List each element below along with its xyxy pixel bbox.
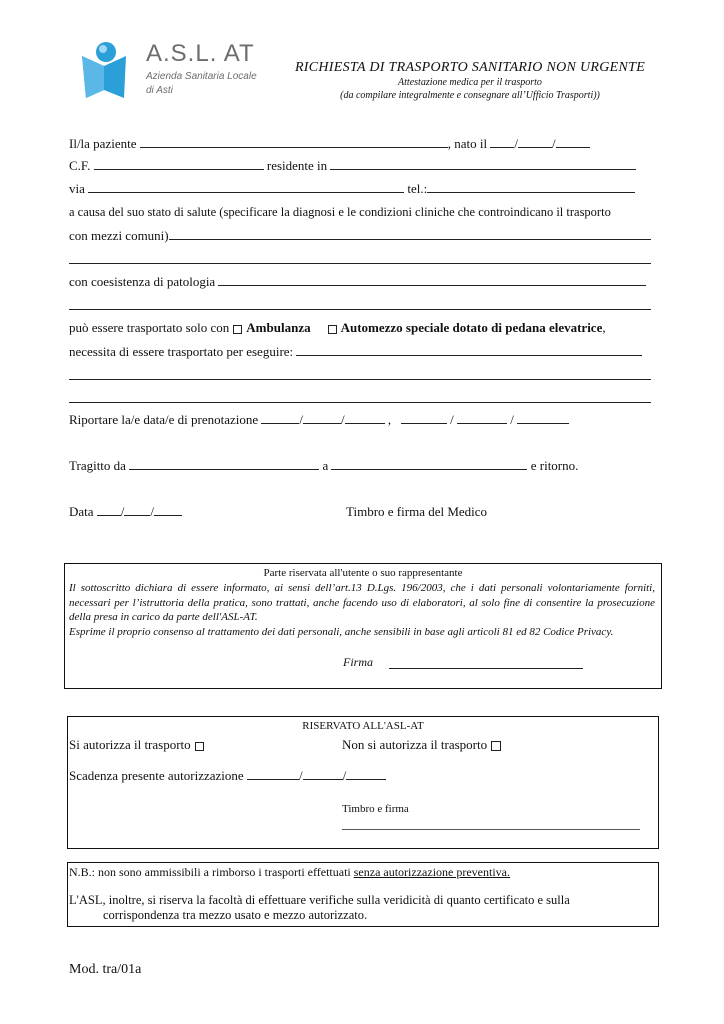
nb-text-3: corrispondenza tra mezzo usato e mezzo autorizzato. (103, 908, 368, 922)
label-timbro-medico: Timbro e firma del Medico (346, 504, 488, 519)
nb-box (67, 862, 659, 927)
label-necessita: necessita di essere trasportato per eseguire: (69, 344, 294, 359)
privacy-text: Il sottoscritto dichiara di essere informato, ai sensi dell’art.13 D.Lgs. 196/2003, che i dati personali volontariamente forniti, necessari per l’istruttoria della pratica, sono trattati, anche facendo uso di elaboratori, al solo fine di consentire la prosecuzione della presa in carico da parte dell'ASL-AT. (69, 582, 655, 623)
label-trasportato: può essere trasportato solo con (69, 320, 230, 335)
field-scadenza-year[interactable] (346, 768, 386, 780)
field-tragitto-da[interactable] (129, 458, 319, 470)
label-prenotazione: Riportare la/e data/e di prenotazione (69, 412, 259, 427)
logo-name: A.S.L. AT (146, 40, 255, 67)
field-scadenza-day[interactable] (247, 768, 299, 780)
label-timbro-asl: Timbro e firma (342, 803, 409, 815)
field-residente[interactable] (330, 158, 636, 170)
field-tel[interactable] (427, 181, 635, 193)
label-coesistenza: con coesistenza di patologia (69, 274, 216, 289)
label-ambulanza: Ambulanza (246, 320, 311, 335)
privacy-box (64, 563, 662, 689)
label-nato: , nato il (447, 136, 488, 151)
label-causa: a causa del suo stato di salute (specificare la diagnosi e le condizioni cliniche che controindicano il trasporto (69, 205, 611, 219)
label-paziente: Il/la paziente (69, 136, 137, 151)
logo-subtitle: Azienda Sanitaria Locale (146, 71, 257, 82)
label-scadenza: Scadenza presente autorizzazione (69, 768, 244, 783)
logo-subtitle-2: di Asti (146, 85, 173, 96)
asl-logo-icon (78, 40, 130, 102)
form-subtitle: Attestazione medica per il trasporto (398, 77, 542, 88)
field-tragitto-a[interactable] (331, 458, 527, 470)
label-automezzo: Automezzo speciale dotato di pedana elevatrice (340, 320, 603, 335)
field-data-month[interactable] (124, 504, 150, 516)
field-pren2-year[interactable] (517, 412, 569, 424)
field-scadenza-month[interactable] (303, 768, 343, 780)
field-pren-month[interactable] (303, 412, 341, 424)
label-non-autorizza: Non si autorizza il trasporto (342, 737, 488, 752)
field-firma[interactable] (389, 668, 583, 669)
form-subtitle-2: (da compilare integralmente e consegnare all’Ufficio Trasporti)) (340, 90, 600, 101)
label-si-autorizza: Si autorizza il trasporto (69, 737, 191, 752)
field-pren-day[interactable] (261, 412, 299, 424)
field-necessita[interactable] (296, 344, 642, 356)
field-via[interactable] (88, 181, 404, 193)
field-paziente[interactable] (140, 136, 448, 148)
privacy-consent: Esprime il proprio consenso al trattamento dei dati personali, anche sensibili in base agli articoli 81 ed 82 Codice Privacy. (69, 626, 614, 638)
field-nato-month[interactable] (518, 136, 552, 148)
riservato-heading: RISERVATO ALL'ASL-AT (302, 720, 424, 732)
nb-text-2: L'ASL, inoltre, si riserva la facoltà di effettuare verifiche sulla veridicità di quanto certificato e sulla (69, 893, 570, 907)
form-code: Mod. tra/01a (69, 962, 142, 977)
field-nato-year[interactable] (556, 136, 590, 148)
checkbox-automezzo[interactable] (328, 325, 337, 334)
privacy-heading: Parte riservata all'utente o suo rappresentante (263, 567, 463, 579)
checkbox-ambulanza[interactable] (233, 325, 242, 334)
label-residente: residente in (266, 158, 328, 173)
field-causa-line[interactable] (69, 263, 651, 264)
checkbox-si-autorizza[interactable] (195, 742, 204, 751)
label-via: via (69, 181, 85, 196)
label-tel: tel.: (407, 181, 428, 196)
field-pren-year[interactable] (345, 412, 385, 424)
field-timbro-asl[interactable] (342, 829, 640, 830)
field-data-year[interactable] (154, 504, 182, 516)
form-title: RICHIESTA DI TRASPORTO SANITARIO NON URGENTE (294, 60, 646, 75)
field-necessita-line[interactable] (69, 379, 651, 380)
field-coesistenza[interactable] (218, 274, 646, 286)
field-data-day[interactable] (97, 504, 121, 516)
label-firma: Firma (343, 655, 373, 669)
riservato-box: RISERVATO ALL'ASL-AT Si autorizza il trasporto Non si autorizza il trasporto Scadenza presente autorizzazione / / Timbro e firma (67, 716, 659, 849)
field-necessita-line-2[interactable] (69, 402, 651, 403)
checkbox-non-autorizza[interactable] (491, 741, 501, 751)
label-tragitto-a: a (322, 458, 329, 473)
field-causa[interactable] (169, 228, 651, 240)
label-ritorno: e ritorno. (530, 458, 579, 473)
label-tragitto: Tragitto da (69, 458, 126, 473)
nb-underlined: senza autorizzazione preventiva. (353, 865, 510, 879)
field-nato-day[interactable] (490, 136, 514, 148)
field-pren2-day[interactable] (401, 412, 447, 424)
nb-text: N.B.: non sono ammissibili a rimborso i trasporti effettuati (69, 865, 351, 879)
label-causa-2: con mezzi comuni) (69, 228, 169, 243)
field-cf[interactable] (94, 158, 264, 170)
label-cf: C.F. (69, 158, 91, 173)
field-coesistenza-line[interactable] (69, 309, 651, 310)
field-pren2-month[interactable] (457, 412, 507, 424)
label-data: Data (69, 504, 94, 519)
